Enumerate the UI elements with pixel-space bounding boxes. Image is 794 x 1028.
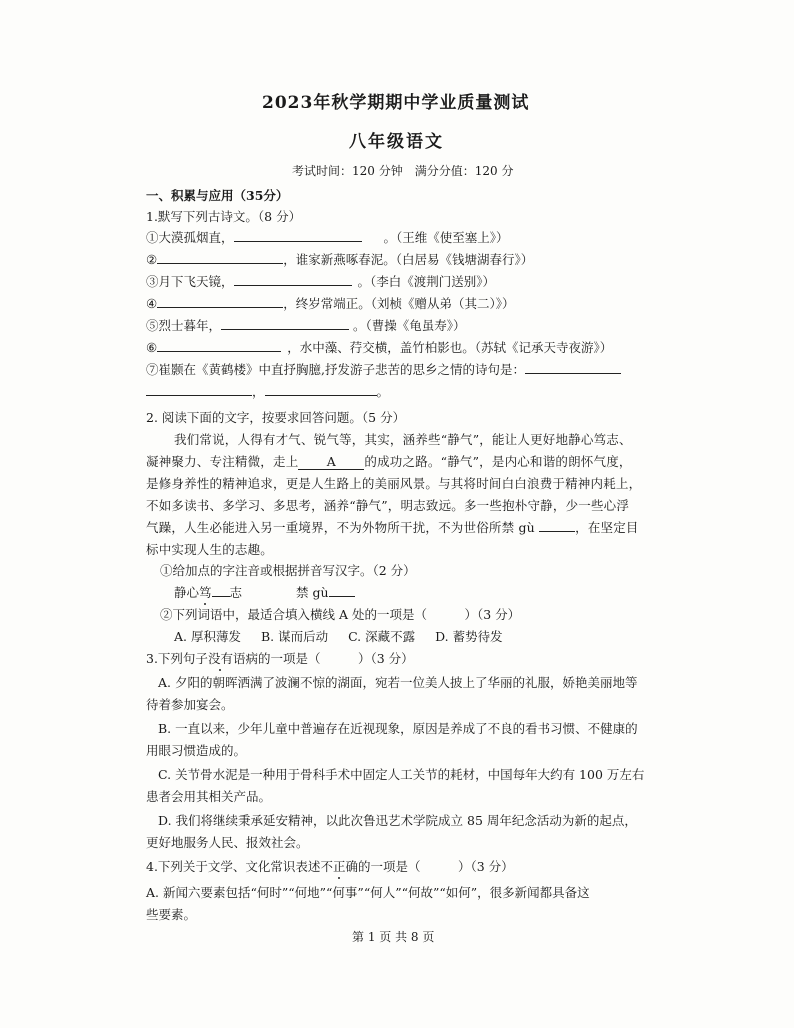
question-3-stem [146,649,414,667]
q1-line-6 [146,338,612,356]
q1-line-2-prefix: ② [146,252,158,267]
q1-line-5-suffix: 。（曹操《龟虽寿》） [353,318,466,333]
option-c[interactable]: C. 深藏不露 [348,629,416,644]
q1-line-5 [146,316,466,334]
q1-line-2 [146,250,533,268]
q1-line-1 [146,228,509,246]
passage-line-3: 是修身养性的精神追求，更是人生路上的美丽风景。与其将时间白白浪费于精神内耗上， [146,476,642,491]
q1-line-3-prefix: ③月下飞天镜， [146,274,234,289]
q1-line-1-prefix: ①大漠孤烟直， [146,230,234,245]
q2-sub-1-words [174,583,355,601]
q3-option-a-line-2: 待着参加宴会。 [146,697,234,712]
word-1-a: 静心 [174,585,200,600]
q4-option-a-line-1[interactable]: A. 新闻六要素包括“何时”“何地”“何事”“何人”“何故”“如何”，很多新闻都具备这 [146,885,590,900]
question-2-stem: 2. 阅读下面的文字，按要求回答问题。（5 分） [146,410,406,425]
q2-sub-2: ②下列词语中，最适合填入横线 A 处的一项是（ ）（3 分） [160,607,521,622]
answer-blank[interactable] [221,316,349,330]
q3-stem-a: 3.下列句子 [146,651,208,666]
answer-blank[interactable] [525,360,621,374]
dotted-char: 笃 [199,585,212,600]
q4-stem-c: 的一项是（ ）（3 分） [357,859,514,874]
passage-line-2-b: 的成功之路。“静气”，是内心和谐的朗怀气度， [364,454,632,469]
q4-stem-a: 4.下列关于文学、文化常识表述 [146,859,321,874]
passage-line-2-a: 凝神聚力、专注精微，走上 [146,454,299,469]
word-1-c: 志 [229,585,243,600]
q1-line-2-suffix: ，谁家新燕啄春泥。（白居易《钱塘湖春行》） [283,252,534,267]
q1-line-4 [146,294,514,312]
q3-option-b-line-2: 用眼习惯造成的。 [146,743,247,758]
passage-line-5-a: 气躁，人生必能进入另一重境界，不为外物所干扰，不为世俗所禁 gù [146,520,535,535]
q4-stem-emphasis: 不正确 [320,859,358,874]
answer-blank[interactable] [157,294,283,308]
passage-line-4: 不如多读书、多学习、多思考，涵养“静气”，明志致远。多一些抱朴守静，少一些心浮 [146,498,630,513]
answer-blank[interactable] [157,250,283,264]
q1-line-6-suffix: ，水中藻、荇交横，盖竹柏影也。（苏轼《记承天寺夜游》） [287,340,613,355]
answer-blank[interactable] [329,584,355,597]
exam-subject: 八年级语文 [349,132,444,152]
passage-line-1: 我们常说，人得有才气、锐气等，其实，涵养些“静气”，能让人更好地静心笃志、 [174,432,632,447]
q2-sub-1: ①给加点的字注音或根据拼音写汉字。（2 分） [160,563,416,578]
q3-stem-c: 语病的一项是（ ）（3 分） [232,651,414,666]
word-2: 禁 gù [296,585,329,600]
passage-line-5 [146,518,639,536]
q1-line-4-prefix: ④ [146,296,158,311]
exam-title: 2023年秋学期期中学业质量测试 [262,93,530,113]
answer-blank[interactable] [146,382,252,396]
answer-blank[interactable] [234,228,362,242]
answer-blank[interactable] [234,272,352,286]
passage-line-6: 标中实现人生的志趣。 [146,542,274,557]
q3-option-c-line-1[interactable]: C. 关节骨水泥是一种用于骨科手术中固定人工关节的耗材，中国每年大约有 100 万左右 [158,767,645,782]
answer-blank[interactable] [539,519,575,532]
question-4-stem [146,857,514,875]
answer-blank[interactable] [212,584,230,597]
page-number: 第 1 页 共 8 页 [352,930,435,944]
q1-line-3-suffix: 。（李白《渡荆门送别》） [357,274,496,289]
q1-line-7-text: ⑦崔颢在《黄鹤楼》中直抒胸臆,抒发游子悲苦的思乡之情的诗句是： [146,362,525,377]
q1-line-7 [146,360,621,378]
q1-line-5-prefix: ⑤烈士暮年， [146,318,222,333]
q3-stem-emphasis: 没有 [207,651,233,666]
q1-line-1-suffix: 。（王维《使至塞上》） [383,230,509,245]
q1-line-7-separator: ， [252,384,265,399]
q4-option-a-line-2: 些要素。 [146,907,197,922]
answer-blank[interactable] [265,382,377,396]
option-d[interactable]: D. 蓄势待发 [435,629,503,644]
section-heading: 一、积累与应用（35分） [146,188,289,203]
passage-line-5-b: ，在坚定目 [575,520,639,535]
q1-line-7-end: 。 [376,384,390,399]
q2-options [174,627,503,645]
q3-option-a-line-1[interactable]: A. 夕阳的朝晖洒满了波澜不惊的湖面，宛若一位美人披上了华丽的礼服，娇艳美丽地等 [158,675,638,690]
q1-line-3 [146,272,495,290]
q1-line-6-prefix: ⑥ [146,340,158,355]
question-1-stem: 1.默写下列古诗文。（8 分） [146,209,302,224]
q3-option-d-line-1[interactable]: D. 我们将继续秉承延安精神，以此次鲁迅艺术学院成立 85 周年纪念活动为新的起点， [158,813,637,828]
q3-option-b-line-1[interactable]: B. 一直以来，少年儿童中普遍存在近视现象，原因是养成了不良的看书习惯、不健康的 [158,721,638,736]
exam-info: 考试时间：120 分钟 满分分值：120 分 [292,164,514,178]
passage-line-2 [146,452,632,470]
answer-blank[interactable] [157,338,281,352]
option-a[interactable]: A. 厚积薄发 [174,629,241,644]
q3-option-d-line-2: 更好地服务人民、报效社会。 [146,835,309,850]
option-b[interactable]: B. 谋而后动 [260,629,329,644]
q3-option-c-line-2: 患者会用其相关产品。 [146,789,272,804]
q1-line-4-suffix: ，终岁常端正。（刘桢《赠从弟（其二）》） [283,296,515,311]
blank-a[interactable]: A [298,454,364,470]
q1-line-7-cont [146,382,389,400]
